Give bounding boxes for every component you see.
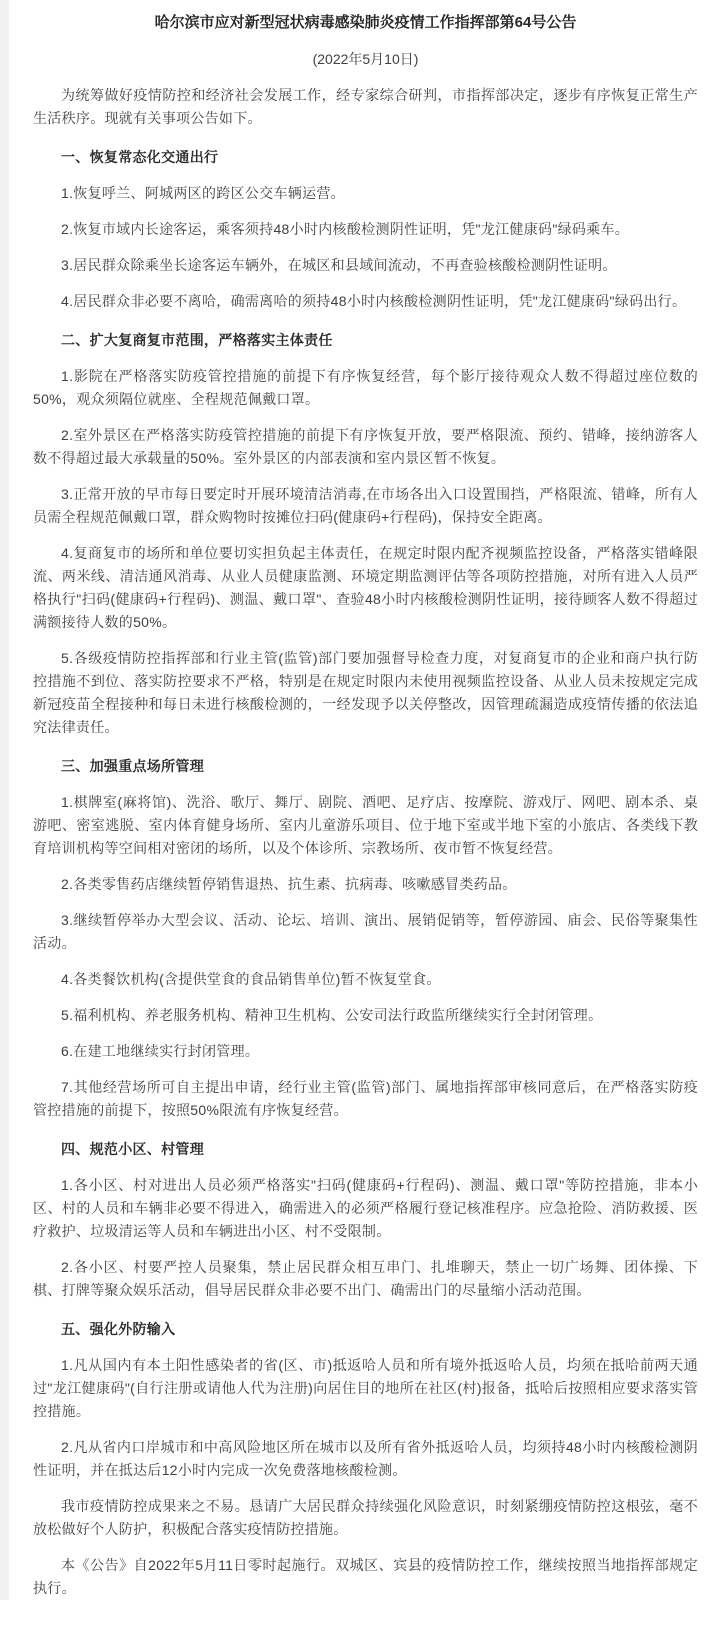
section-heading: 四、规范小区、村管理 — [61, 1141, 204, 1157]
section-heading: 五、强化外防输入 — [61, 1321, 176, 1337]
paragraph: 4.居民群众非必要不离哈，确需离哈的须持48小时内核酸检测阴性证明，凭"龙江健康码"绿码出行。 — [61, 293, 687, 309]
paragraph: 3.继续暂停举办大型会议、活动、论坛、培训、演出、展销促销等，暂停游园、庙会、民俗等聚集性活动。 — [33, 912, 698, 951]
paragraph: 2.各类零售药店继续暂停销售退热、抗生素、抗病毒、咳嗽感冒类药品。 — [61, 876, 517, 892]
paragraph: 1.凡从国内有本土阳性感染者的省(区、市)抵返哈人员和所有境外抵返哈人员，均须在抵哈前两天通过"龙江健康码"(自行注册或请他人代为注册)向居住目的地所在社区(村)报备，抵哈后按照相应要求落实管控措施。 — [33, 1357, 698, 1419]
section-heading: 三、加强重点场所管理 — [61, 758, 204, 774]
paragraph: 2.恢复市域内长途客运，乘客须持48小时内核酸检测阴性证明，凭"龙江健康码"绿码乘车。 — [61, 221, 630, 237]
paragraph: 3.居民群众除乘坐长途客运车辆外，在城区和县域间流动，不再查验核酸检测阴性证明。 — [61, 257, 617, 273]
paragraph: 1.恢复呼兰、阿城两区的跨区公交车辆运营。 — [61, 185, 345, 201]
paragraph: 1.各小区、村对进出人员必须严格落实"扫码(健康码+行程码)、测温、戴口罩"等防控措施，非本小区、村的人员和车辆非必要不得进入，确需进入的必须严格履行登记核准程序。应急抢险、消防救援、医疗救护、垃圾清运等人员和车辆进出小区、村不受限制。 — [33, 1177, 698, 1239]
paragraph: 2.凡从省内口岸城市和中高风险地区所在城市以及所有省外抵返哈人员，均须持48小时内核酸检测阴性证明，并在抵达后12小时内完成一次免费落地核酸检测。 — [33, 1439, 698, 1478]
section-heading: 二、扩大复商复市范围，严格落实主体责任 — [61, 332, 333, 348]
document-title: 哈尔滨市应对新型冠状病毒感染肺炎疫情工作指挥部第64号公告 — [154, 14, 577, 31]
document-date: (2022年5月10日) — [312, 51, 419, 67]
section-heading: 一、恢复常态化交通出行 — [61, 149, 219, 165]
paragraph: 1.影院在严格落实防疫管控措施的前提下有序恢复经营，每个影厅接待观众人数不得超过座位数的50%，观众须隔位就座、全程规范佩戴口罩。 — [33, 368, 698, 407]
document-body — [33, 84, 698, 1600]
paragraph: 1.棋牌室(麻将馆)、洗浴、歌厅、舞厅、剧院、酒吧、足疗店、按摩院、游戏厅、网吧、剧本杀、桌游吧、密室逃脱、室内体育健身场所、室内儿童游乐项目、位于地下室或半地下室的小旅店、各类线下教育培训机构等空间相对密闭的场所，以及个体诊所、宗教场所、夜市暂不恢复经营。 — [33, 794, 698, 856]
paragraph: 5.福利机构、养老服务机构、精神卫生机构、公安司法行政监所继续实行全封闭管理。 — [61, 1007, 603, 1023]
announcement-document — [9, 0, 720, 1633]
paragraph: 4.各类餐饮机构(含提供堂食的食品销售单位)暂不恢复堂食。 — [61, 971, 441, 987]
paragraph: 2.室外景区在严格落实防疫管控措施的前提下有序恢复开放，要严格限流、预约、错峰，接纳游客人数不得超过最大承载量的50%。室外景区的内部表演和室内景区暂不恢复。 — [33, 427, 698, 466]
paragraph: 5.各级疫情防控指挥部和行业主管(监管)部门要加强督导检查力度，对复商复市的企业和商户执行防控措施不到位、落实防控要求不严格，特别是在规定时限内未使用视频监控设备、从业人员未按规定完成新冠疫苗全程接种和每日未进行核酸检测的，一经发现予以关停整改，因管理疏漏造成疫情传播的依法追究法律责任。 — [33, 650, 698, 735]
paragraph: 2.各小区、村要严控人员聚集，禁止居民群众相互串门、扎堆聊天，禁止一切广场舞、团体操、下棋、打牌等聚众娱乐活动，倡导居民群众非必要不出门、确需出门的尽量缩小活动范围。 — [33, 1259, 698, 1298]
paragraph: 4.复商复市的场所和单位要切实担负起主体责任，在规定时限内配齐视频监控设备，严格落实错峰限流、两米线、清洁通风消毒、从业人员健康监测、环境定期监测评估等各项防控措施，对所有进入人员严格执行"扫码(健康码+行程码)、测温、戴口罩"、查验48小时内核酸检测阴性证明，接待顾客人数不得超过满额接待人数的50%。 — [33, 545, 698, 630]
paragraph: 本《公告》自2022年5月11日零时起施行。双城区、宾县的疫情防控工作，继续按照当地指挥部规定执行。 — [33, 1557, 698, 1596]
page-left-edge — [0, 0, 9, 1600]
paragraph: 3.正常开放的早市每日要定时开展环境清洁消毒,在市场各出入口设置围挡，严格限流、错峰，所有人员需全程规范佩戴口罩，群众购物时按摊位扫码(健康码+行程码)，保持安全距离。 — [33, 486, 698, 525]
paragraph: 为统筹做好疫情防控和经济社会发展工作，经专家综合研判，市指挥部决定，逐步有序恢复正常生产生活秩序。现就有关事项公告如下。 — [33, 87, 698, 126]
paragraph: 7.其他经营场所可自主提出申请，经行业主管(监管)部门、属地指挥部审核同意后，在严格落实防疫管控措施的前提下，按照50%限流有序恢复经营。 — [33, 1079, 698, 1118]
paragraph: 6.在建工地继续实行封闭管理。 — [61, 1043, 260, 1059]
paragraph: 我市疫情防控成果来之不易。恳请广大居民群众持续强化风险意识，时刻紧绷疫情防控这根弦，毫不放松做好个人防护，积极配合落实疫情防控措施。 — [33, 1498, 698, 1537]
